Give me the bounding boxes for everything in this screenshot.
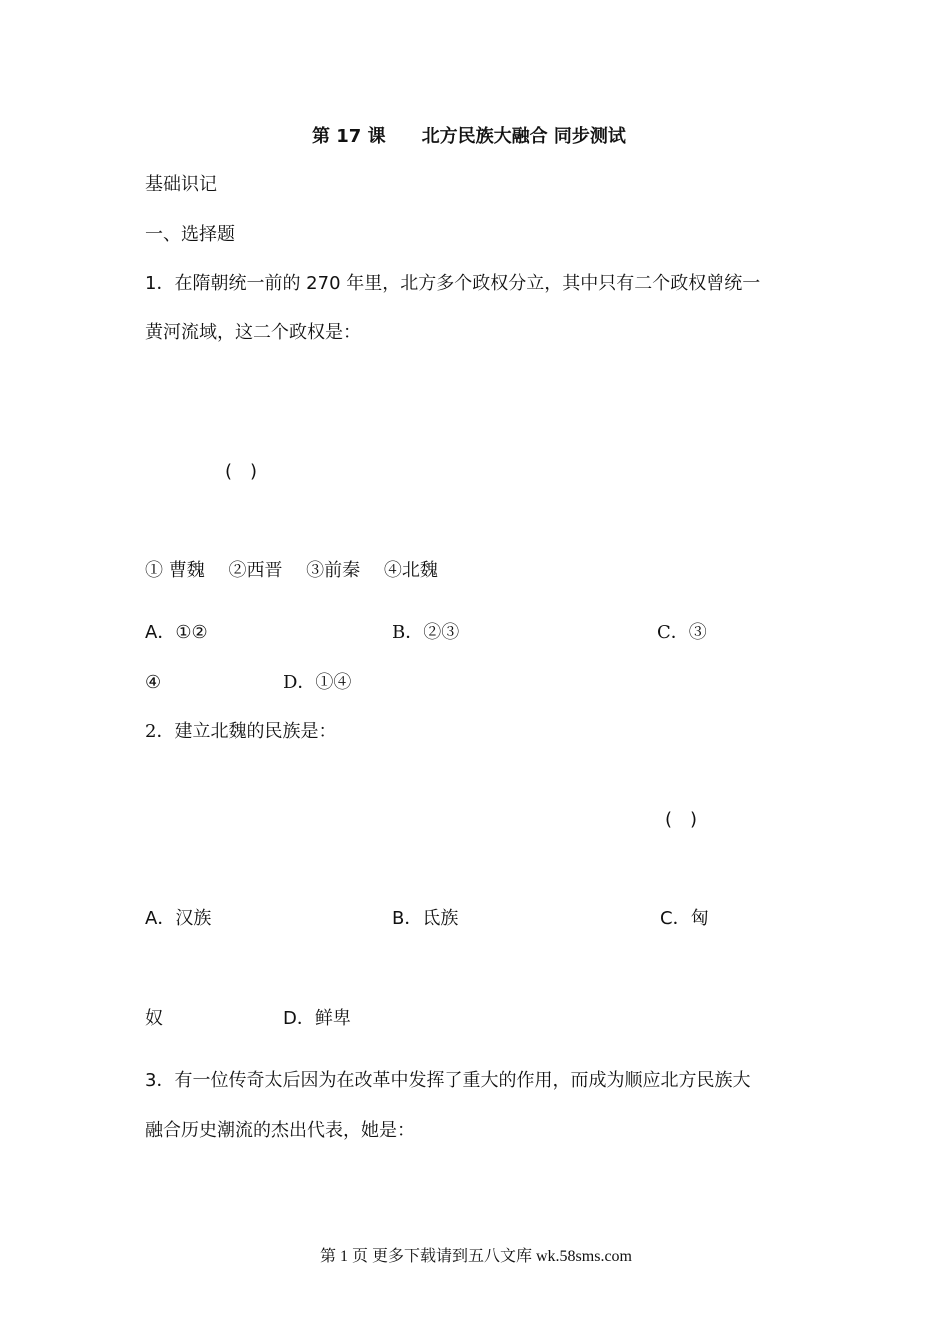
q1-answer-paren: ( ) [225, 461, 258, 482]
section-heading: 基础识记 [145, 174, 217, 195]
q1-text-line2: 黄河流域，这二个政权是： [145, 322, 361, 343]
q1-option-c-cont: ④ [145, 672, 162, 693]
q2-option-a: A．汉族 [145, 908, 212, 929]
q1-items: ① 曹魏 ②西晋 ③前秦 ④北魏 [145, 560, 438, 581]
q2-option-c: C．匈 [660, 908, 709, 929]
q2-text: 2．建立北魏的民族是： [145, 721, 337, 742]
q3-text-line2: 融合历史潮流的杰出代表，她是： [145, 1120, 415, 1141]
q1-text-line1: 1．在隋朝统一前的 270 年里，北方多个政权分立，其中只有二个政权曾统一 [145, 273, 761, 294]
q2-option-d: D．鲜卑 [283, 1008, 351, 1029]
q1-option-d: D．①④ [283, 672, 352, 693]
page-title: 第 17 课 北方民族大融合 同步测试 [312, 126, 626, 147]
q2-option-b: B．氐族 [392, 908, 459, 929]
q1-option-a: A．①② [145, 622, 208, 643]
q3-text-line1: 3．有一位传奇太后因为在改革中发挥了重大的作用，而成为顺应北方民族大 [145, 1070, 751, 1091]
part-heading: 一、选择题 [145, 224, 235, 245]
q1-option-b: B．②③ [392, 622, 460, 643]
q1-option-c: C．③ [657, 622, 707, 643]
q2-answer-paren: ( ) [665, 809, 698, 830]
q2-option-c-cont: 奴 [145, 1008, 163, 1029]
page-footer: 第 1 页 更多下载请到五八文库 wk.58sms.com [320, 1248, 633, 1265]
